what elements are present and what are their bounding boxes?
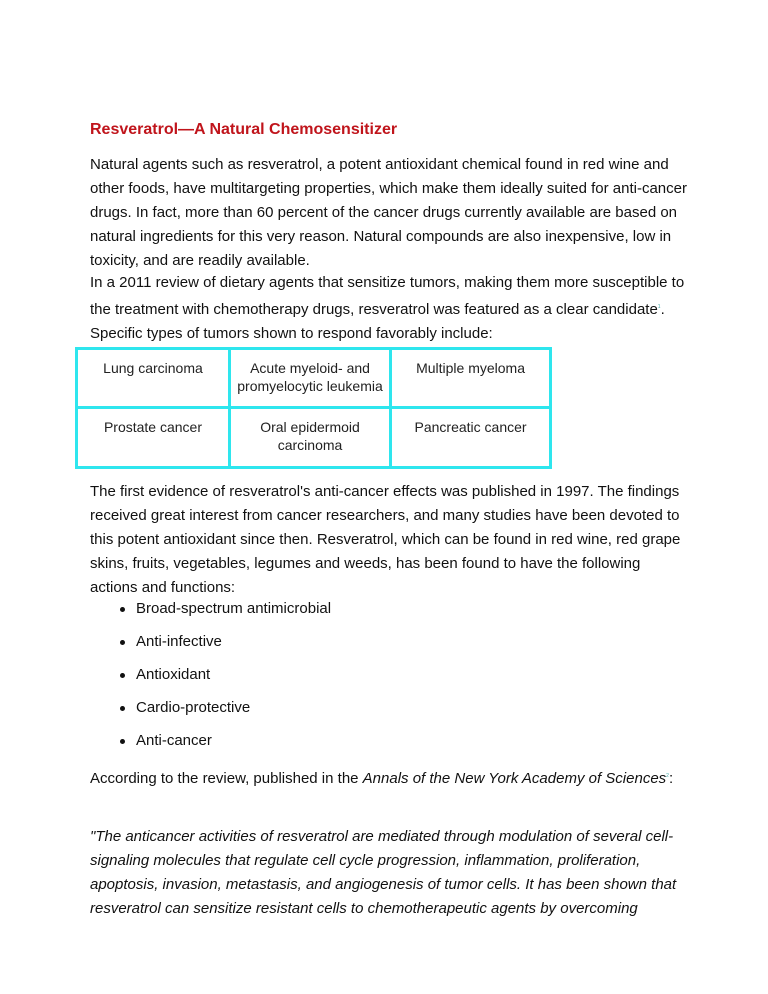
bullet-icon [120,706,125,711]
bullet-icon [120,739,125,744]
table-row [77,349,551,408]
table-cell: Lung carcinoma [77,349,230,408]
list-item [118,597,331,630]
list-item-label: Anti-cancer [136,732,212,749]
section-title: Resveratrol—A Natural Chemosensitizer [90,121,398,138]
list-item-label: Antioxidant [136,666,211,683]
list-item [118,729,331,762]
list-item [118,696,331,729]
list-item-label: Cardio-protective [136,699,251,716]
review-text: In a 2011 review of dietary agents that sensitize tumors, making them more susceptible to the treatment with chemotherapy drugs, resveratrol was featured as a clear candidate [90,274,685,318]
table-cell: Oral epidermoid carcinoma [229,408,390,468]
review-quote: "The anticancer activities of resveratrol are mediated through modulation of several cell-signaling molecules that regulate cell cycle progression, inflammation, proliferation, apoptosis, invasion, metastasis, and angiogenesis of tumor cells. It has been shown that resveratrol can sensitize resistant cells to chemotherapeutic agents by overcoming [90,828,677,917]
table-cell: Pancreatic cancer [391,408,551,468]
list-item [118,630,331,663]
review-text-end: . Specific types of tumors shown to respond favorably include: [90,301,665,342]
reference-link-1[interactable]: 1 [657,304,661,310]
journal-name: Annals of the New York Academy of Sciences [362,770,667,787]
review-paragraph [90,271,690,346]
evidence-paragraph: The first evidence of resveratrol's anti-cancer effects was published in 1997. The findings received great interest from cancer researchers, and many studies have been devoted to this potent antioxidant since then. Resveratrol, which can be found in red wine, red grape skins, fruits, vegetables, legumes and weeds, has been found to have the following actions and functions: [90,483,681,596]
table-cell: Prostate cancer [77,408,230,468]
list-item-label: Anti-infective [136,633,222,650]
bullet-icon [120,640,125,645]
list-item [118,663,331,696]
journal-paragraph [90,764,690,791]
bullet-icon [120,673,125,678]
list-item-label: Broad-spectrum antimicrobial [136,600,332,617]
bullet-icon [120,607,125,612]
reference-link-2[interactable]: 2 [666,773,669,779]
journal-colon: : [668,770,674,787]
table-cell: Multiple myeloma [391,349,551,408]
tumor-types-table [75,347,552,469]
intro-paragraph: Natural agents such as resveratrol, a potent antioxidant chemical found in red wine and other foods, have multitargeting properties, which make them ideally suited for anti-cancer drugs. In fact, more than 60 percent of the cancer drugs currently available are based on natural ingredients for this very reason. Natural compounds are also inexpensive, low in toxicity, and are readily available. [90,156,687,269]
table-cell: Acute myeloid- and promyelocytic leukemia [229,349,390,408]
functions-list [118,597,331,762]
journal-intro: According to the review, published in the [90,770,363,787]
table-row [77,408,551,468]
